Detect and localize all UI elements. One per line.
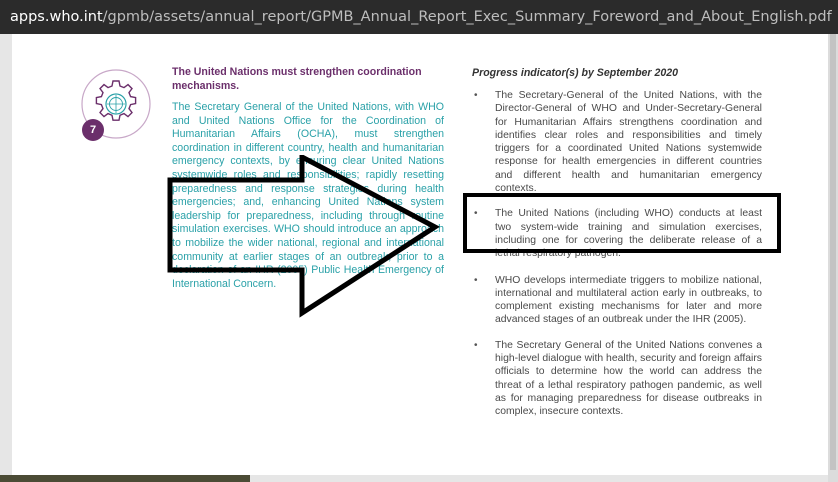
bullet-icon: •	[474, 274, 478, 286]
list-item-text: The United Nations (including WHO) conducts at least two system-wide training and simulation exercises, including one for covering the deliberate release of a lethal respiratory pathogen.	[495, 208, 762, 260]
list-item	[472, 89, 762, 195]
address-bar[interactable]	[0, 0, 838, 34]
bullet-icon: •	[474, 90, 478, 101]
progress-indicator-heading: Progress indicator(s) by September 2020	[472, 67, 679, 79]
section-number-badge: 7	[82, 119, 104, 141]
list-item-text: WHO develops intermediate triggers to mobilize national, international and multilateral action early in outbreaks, to complement existing mechanisms for later and more advanced stages of an outbreak under the IHR (2005).	[495, 274, 762, 326]
list-item-text: The Secretary General of the United Nations convenes a high-level dialogue with health, security and foreign affairs officials to determine how the world can address the threat of a lethal respiratory pathogen pandemic, as well as for managing preparedness for disease outbreaks in complex, insecure contexts.	[495, 339, 762, 418]
bottom-strip	[0, 475, 250, 482]
recommendation-heading: The United Nations must strengthen coordination mechanisms.	[172, 66, 422, 92]
scrollbar-thumb[interactable]	[830, 34, 836, 470]
list-item	[472, 339, 762, 419]
list-item	[472, 207, 762, 260]
list-item-text: The Secretary-General of the United Nations, with the Director-General of WHO and Under-Secretary-General for Humanitarian Affairs strengthens coordination and identifies clear roles and responsibilities and timely triggers for a coordinated United Nations systemwide response for health emergencies in different countries and different health and humanitarian emergency contexts.	[495, 90, 762, 195]
list-item	[472, 274, 762, 327]
progress-indicator-list	[472, 89, 762, 419]
bullet-icon: •	[474, 208, 478, 220]
bullet-icon: •	[474, 339, 478, 351]
url-path: /gpmb/assets/annual_report/GPMB_Annual_Report_Exec_Summary_Foreword_and_About_English.pdf	[102, 9, 832, 25]
recommendation-body: The Secretary General of the United Nations, with WHO and United Nations Office for the Coordination of Humanitarian Affairs (OCHA), must strengthen coordination in different country, health and humanitarian emergency contexts, by ensuring clear United Nations systemwide roles and responsibilities; rapidly resetting preparedness and response strategies during health emergencies; and, enhancing United Nations system leadership for preparedness, including through routine simulation exercises. WHO should introduce an approach to mobilize the wider national, regional and international community at earlier stages of an outbreak, prior to a declaration of an IHR (2005) Public Health Emergency of International Concern.	[172, 101, 444, 290]
url-host: apps.who.int	[10, 9, 103, 25]
